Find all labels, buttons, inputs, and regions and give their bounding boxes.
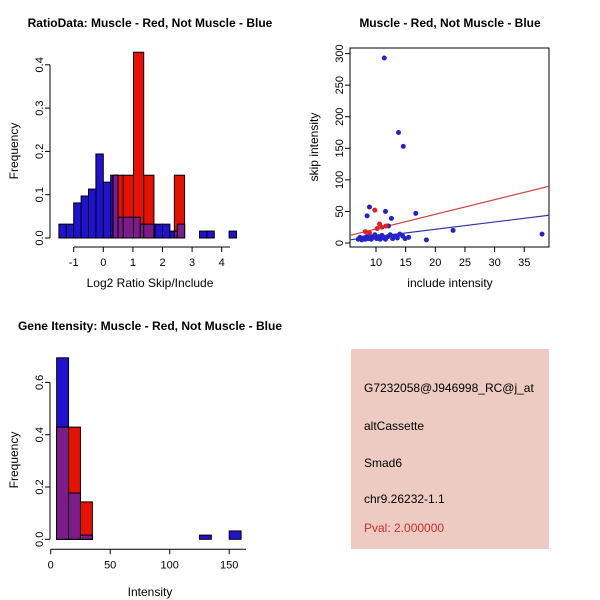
gene-intensity-histogram-title: Gene Itensity: Muscle - Red, Not Muscle - Blue	[17, 319, 283, 333]
probe-id-text: G7232058@J946998_RC@j_at	[364, 381, 534, 395]
hist-bar-not-muscle	[207, 231, 214, 238]
hist-bar-not-muscle	[199, 535, 211, 539]
gene-intensity-histogram-xlabel: Intensity	[127, 585, 173, 599]
data-point-not-muscle	[451, 228, 456, 233]
ratio-histogram-xlabel: Log2 Ratio Skip/Include	[86, 276, 214, 290]
data-point-not-muscle	[406, 235, 411, 240]
x-tick-label: 50	[104, 559, 117, 572]
genomic-location-text: chr9.26232-1.1	[364, 492, 445, 506]
intensity-scatter-ylabel: skip intensity	[307, 112, 321, 182]
hist-bar-not-muscle	[74, 203, 81, 238]
x-tick-label: 100	[160, 559, 179, 572]
y-tick-label: 150	[334, 139, 346, 158]
hist-bar-not-muscle	[103, 182, 110, 238]
x-tick-label: 4	[218, 257, 225, 269]
y-tick-label: 0.4	[34, 57, 46, 73]
hist-bar-overlap	[113, 175, 118, 238]
hist-bar-overlap	[69, 493, 81, 539]
y-tick-label: 0.4	[34, 427, 46, 443]
hist-bar-muscle	[80, 502, 92, 539]
y-tick-label: 50	[334, 205, 346, 218]
hist-bar-overlap	[140, 224, 143, 238]
data-point-not-muscle	[424, 237, 429, 242]
y-tick-label: 0.3	[34, 100, 46, 116]
data-point-not-muscle	[401, 144, 406, 149]
x-tick-label: 30	[488, 257, 501, 269]
y-tick-label: 0.0	[34, 531, 46, 547]
y-tick-label: 200	[334, 107, 346, 126]
hist-bar-not-muscle	[229, 231, 236, 238]
data-point-not-muscle	[382, 56, 387, 61]
data-point-muscle	[367, 230, 372, 235]
data-point-not-muscle	[389, 216, 394, 221]
y-tick-label: 0.6	[34, 374, 46, 391]
x-tick-label: 20	[429, 257, 442, 269]
x-tick-label: 25	[458, 257, 472, 269]
hist-bar-not-muscle	[155, 224, 162, 238]
intensity-scatter-title: Muscle - Red, Not Muscle - Blue	[359, 16, 541, 30]
data-point-not-muscle	[383, 209, 388, 214]
x-tick-label: 2	[159, 257, 166, 269]
data-point-not-muscle	[540, 232, 545, 237]
hist-bar-overlap	[118, 217, 123, 238]
hist-bar-not-muscle	[59, 224, 66, 238]
gene-intensity-histogram-panel	[0, 300, 300, 600]
intensity-scatter-canvas	[300, 0, 600, 300]
x-tick-label: 0	[47, 559, 54, 572]
hist-bar-not-muscle	[66, 224, 73, 238]
y-tick-label: 0.2	[34, 143, 46, 160]
x-tick-label: 3	[189, 257, 196, 269]
hist-bar-not-muscle	[200, 231, 207, 238]
x-tick-label: 150	[220, 559, 239, 572]
y-tick-label: 0.2	[34, 479, 46, 495]
gene-intensity-histogram-canvas	[0, 300, 300, 600]
hist-bar-overlap	[133, 217, 140, 238]
hist-bar-muscle	[133, 52, 143, 238]
splice-event-type-text: altCassette	[364, 419, 425, 433]
ratio-histogram-canvas	[0, 0, 300, 300]
data-point-not-muscle	[396, 130, 401, 135]
ratio-histogram-title: RatioData: Muscle - Red, Not Muscle - Blue	[27, 16, 273, 30]
ratio-histogram-panel	[0, 0, 300, 300]
gene-symbol-text: Smad6	[364, 456, 403, 470]
hist-bar-not-muscle	[96, 154, 103, 238]
hist-bar-not-muscle	[81, 196, 88, 238]
y-tick-label: 250	[334, 75, 346, 95]
data-point-muscle	[384, 223, 389, 228]
hist-bar-not-muscle	[89, 189, 96, 238]
data-point-not-muscle	[367, 205, 372, 210]
plot-box	[350, 48, 549, 247]
y-tick-label: 100	[334, 170, 346, 190]
data-point-muscle	[372, 208, 377, 213]
gene-info-panel	[300, 300, 600, 600]
y-tick-label: 0.1	[34, 187, 46, 203]
x-tick-label: 10	[369, 257, 383, 269]
data-point-muscle	[375, 226, 380, 231]
ratio-histogram-ylabel: Frequency	[7, 122, 21, 180]
x-tick-label: 1	[129, 257, 136, 269]
pvalue-text: Pval: 2.000000	[364, 521, 445, 535]
x-tick-label: 35	[518, 257, 531, 269]
gene-intensity-histogram-ylabel: Frequency	[7, 431, 21, 489]
gene-info-box	[351, 349, 549, 549]
x-tick-label: 0	[100, 257, 107, 269]
hist-bar-overlap	[123, 217, 133, 238]
hist-bar-not-muscle	[163, 224, 170, 238]
intensity-scatter-xlabel: include intensity	[407, 276, 493, 290]
trend-lines	[350, 186, 549, 240]
y-tick-label: 0	[334, 239, 346, 247]
data-point-not-muscle	[365, 213, 370, 218]
hist-bar-overlap	[57, 427, 69, 539]
x-tick-label: -1	[68, 257, 79, 269]
x-tick-label: 15	[399, 257, 412, 269]
hist-bar-overlap	[144, 224, 154, 238]
intensity-scatter-panel	[300, 0, 600, 300]
hist-bar-overlap	[177, 224, 184, 238]
y-tick-label: 300	[334, 44, 346, 63]
hist-bar-overlap	[80, 535, 92, 539]
data-point-not-muscle	[413, 211, 418, 216]
hist-bar-not-muscle	[229, 531, 241, 539]
y-tick-label: 0.0	[34, 230, 46, 246]
